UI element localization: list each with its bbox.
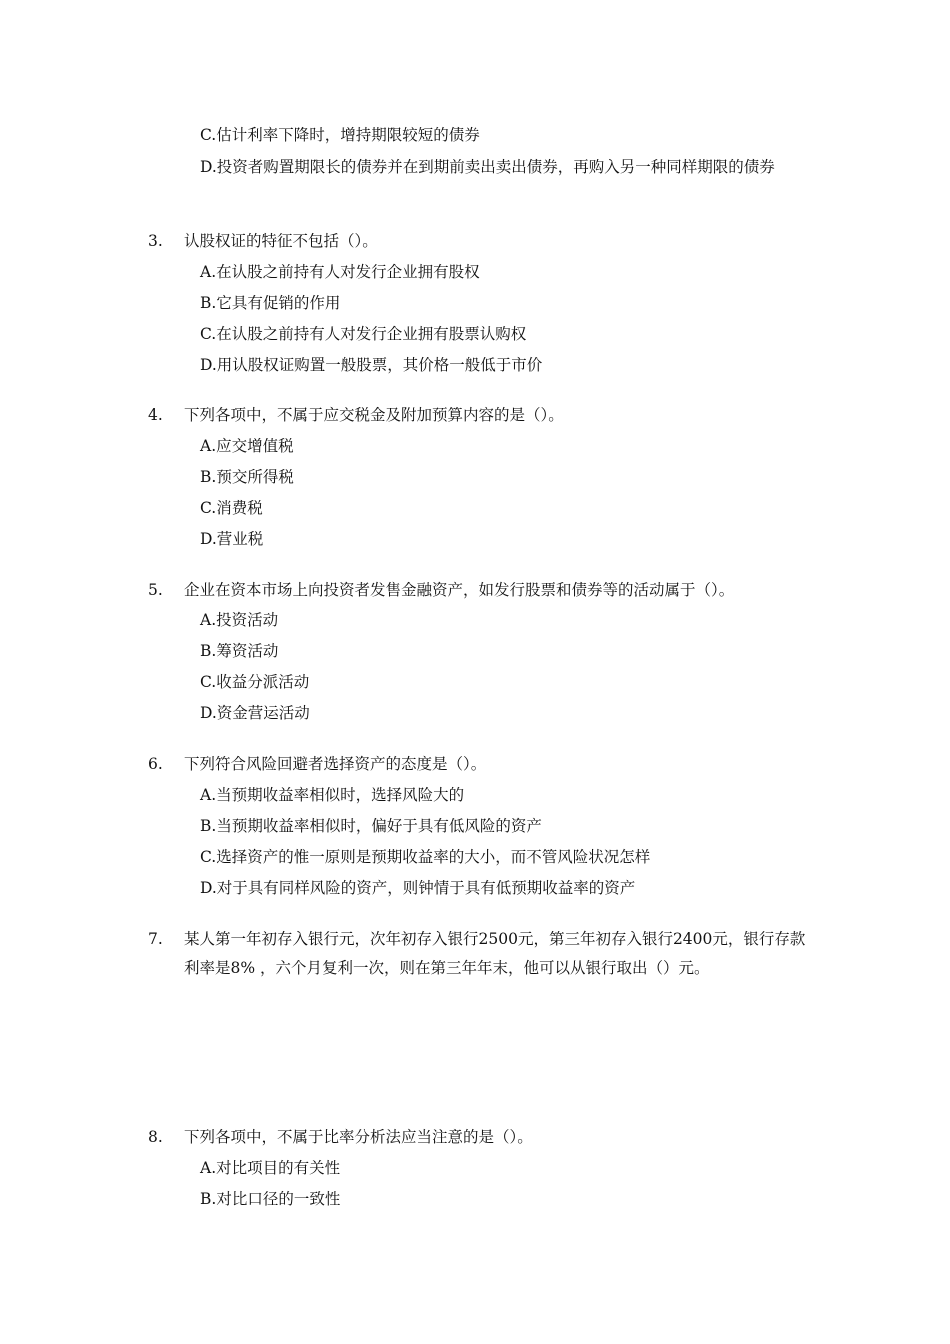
question-number: 7. (148, 930, 163, 948)
option-5-a: A.投资活动 (200, 611, 279, 629)
question-6 (148, 749, 813, 780)
option-8-b: B.对比口径的一致性 (200, 1190, 341, 1208)
option-4-c: C.消费税 (200, 499, 263, 517)
question-number: 5. (148, 581, 163, 599)
option-3-c: C.在认股之前持有人对发行企业拥有股票认购权 (200, 325, 527, 343)
question-text: 下列各项中，不属于应交税金及附加预算内容的是（）。 (184, 406, 564, 424)
option-prev-d: D.投资者购置期限长的债券并在到期前卖出卖出债券，再购入另一种同样期限的债券 (200, 158, 775, 176)
question-text: 下列各项中，不属于比率分析法应当注意的是（）。 (184, 1128, 533, 1146)
question-text: 企业在资本市场上向投资者发售金融资产，如发行股票和债券等的活动属于（）。 (184, 581, 735, 599)
option-3-b: B.它具有促销的作用 (200, 294, 341, 312)
question-text: 认股权证的特征不包括（）。 (184, 232, 378, 250)
question-text: 下列符合风险回避者选择资产的态度是（）。 (184, 755, 487, 773)
option-8-a: A.对比项目的有关性 (200, 1159, 341, 1177)
option-prev-c: C.估计利率下降时，增持期限较短的债券 (200, 126, 480, 144)
option-5-b: B.筹资活动 (200, 642, 279, 660)
question-number: 8. (148, 1128, 163, 1146)
option-4-b: B.预交所得税 (200, 468, 294, 486)
question-4 (148, 400, 813, 431)
question-5 (148, 575, 813, 606)
option-6-b: B.当预期收益率相似时，偏好于具有低风险的资产 (200, 817, 542, 835)
question-3 (148, 226, 813, 257)
option-5-c: C.收益分派活动 (200, 673, 310, 691)
option-4-a: A.应交增值税 (200, 437, 294, 455)
question-8 (148, 1122, 813, 1153)
question-number: 6. (148, 755, 163, 773)
option-6-a: A.当预期收益率相似时，选择风险大的 (200, 786, 465, 804)
option-4-d: D.营业税 (200, 530, 264, 548)
question-7 (148, 925, 813, 983)
option-6-d: D.对于具有同样风险的资产，则钟情于具有低预期收益率的资产 (200, 879, 636, 897)
option-6-c: C.选择资产的惟一原则是预期收益率的大小，而不管风险状况怎样 (200, 848, 651, 866)
option-5-d: D.资金营运活动 (200, 704, 310, 722)
option-3-d: D.用认股权证购置一般股票，其价格一般低于市价 (200, 356, 543, 374)
option-3-a: A.在认股之前持有人对发行企业拥有股权 (200, 263, 480, 281)
question-text: 某人第一年初存入银行元，次年初存入银行2500元，第三年初存入银行2400元，银行存款利率是8% ，六个月复利一次，则在第三年年末，他可以从银行取出（）元。 (184, 930, 806, 977)
question-number: 4. (148, 406, 163, 424)
question-number: 3. (148, 232, 163, 250)
